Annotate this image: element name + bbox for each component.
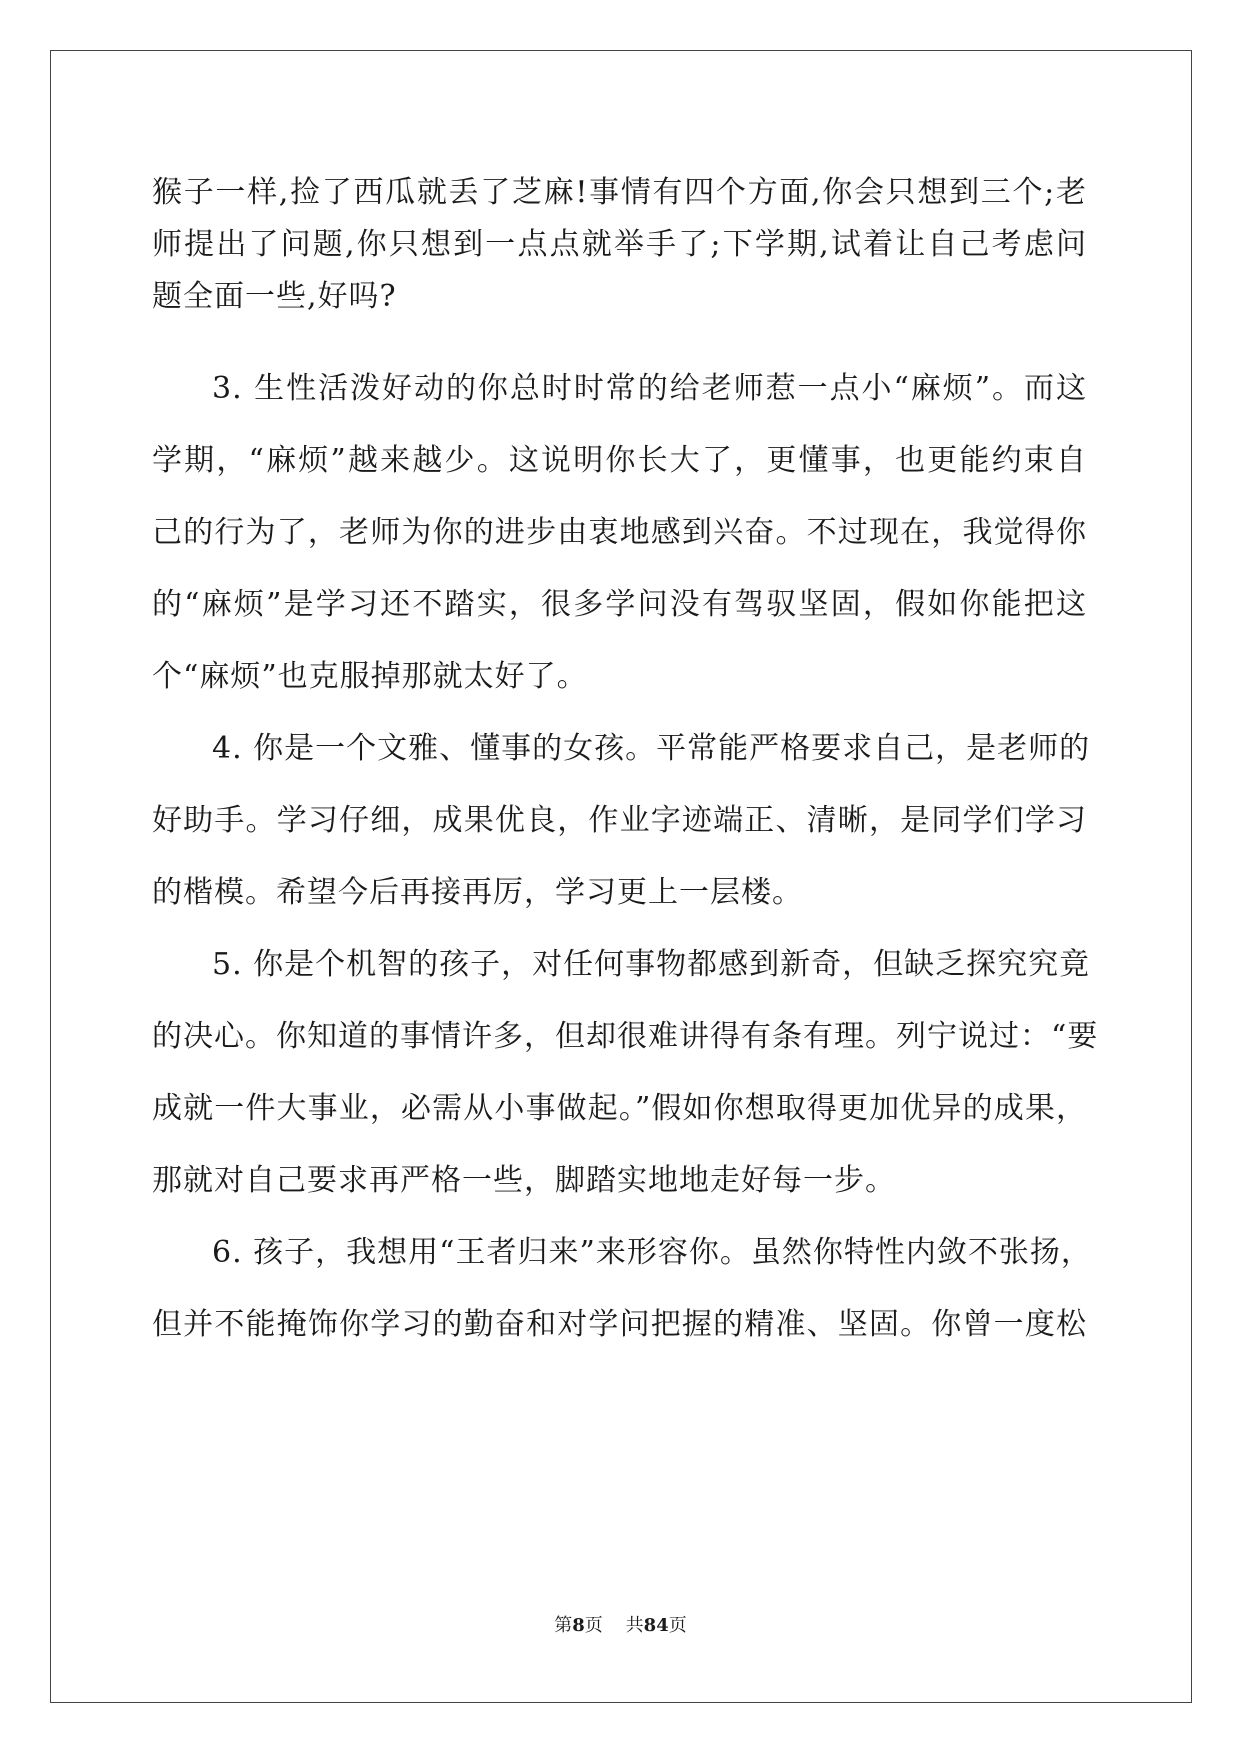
text-line: 的决心。你知道的事情许多，但却很难讲得有条有理。列宁说过：“要 (152, 1019, 1099, 1054)
text-line: 的楷模。希望今后再接再厉，学习更上一层楼。 (152, 875, 803, 910)
footer-total-prefix: 共 (625, 1615, 644, 1636)
page-footer (0, 1614, 1241, 1638)
text-line: 猴子一样,捡了西瓜就丢了芝麻!事情有四个方面,你会只想到三个;老 (152, 175, 1087, 210)
text-line: 学期，“麻烦”越来越少。这说明你长大了，更懂事，也更能约束自 (152, 443, 1087, 478)
footer-prefix: 第 (554, 1615, 573, 1636)
page-number: 8 (572, 1615, 585, 1636)
text-line: 己的行为了，老师为你的进步由衷地感到兴奋。不过现在，我觉得你 (152, 515, 1087, 550)
footer-page-suffix: 页 (584, 1615, 603, 1636)
text-line: 个“麻烦”也克服掉那就太好了。 (152, 659, 588, 694)
text-line: 5. 你是个机智的孩子，对任何事物都感到新奇，但缺乏探究究竟 (212, 947, 1091, 982)
text-line: 好助手。学习仔细，成果优良，作业字迹端正、清晰，是同学们学习 (152, 803, 1087, 838)
total-pages: 84 (643, 1615, 669, 1636)
text-line: 题全面一些,好吗? (152, 279, 397, 314)
text-line: 但并不能掩饰你学习的勤奋和对学问把握的精准、坚固。你曾一度松 (152, 1307, 1087, 1342)
text-line: 6. 孩子，我想用“王者归来”来形容你。虽然你特性内敛不张扬， (212, 1235, 1092, 1270)
text-line: 4. 你是一个文雅、懂事的女孩。平常能严格要求自己，是老师的 (212, 731, 1091, 766)
text-line: 3. 生性活泼好动的你总时时常的给老师惹一点小“麻烦”。而这 (212, 371, 1087, 406)
text-line: 师提出了问题,你只想到一点点就举手了;下学期,试着让自己考虑问 (152, 227, 1087, 262)
text-line: 成就一件大事业，必需从小事做起。”假如你想取得更加优异的成果， (152, 1091, 1087, 1126)
footer-total-suffix: 页 (668, 1615, 687, 1636)
text-line: 的“麻烦”是学习还不踏实，很多学问没有驾驭坚固，假如你能把这 (152, 587, 1087, 622)
text-line: 那就对自己要求再严格一些，脚踏实地地走好每一步。 (152, 1163, 896, 1198)
